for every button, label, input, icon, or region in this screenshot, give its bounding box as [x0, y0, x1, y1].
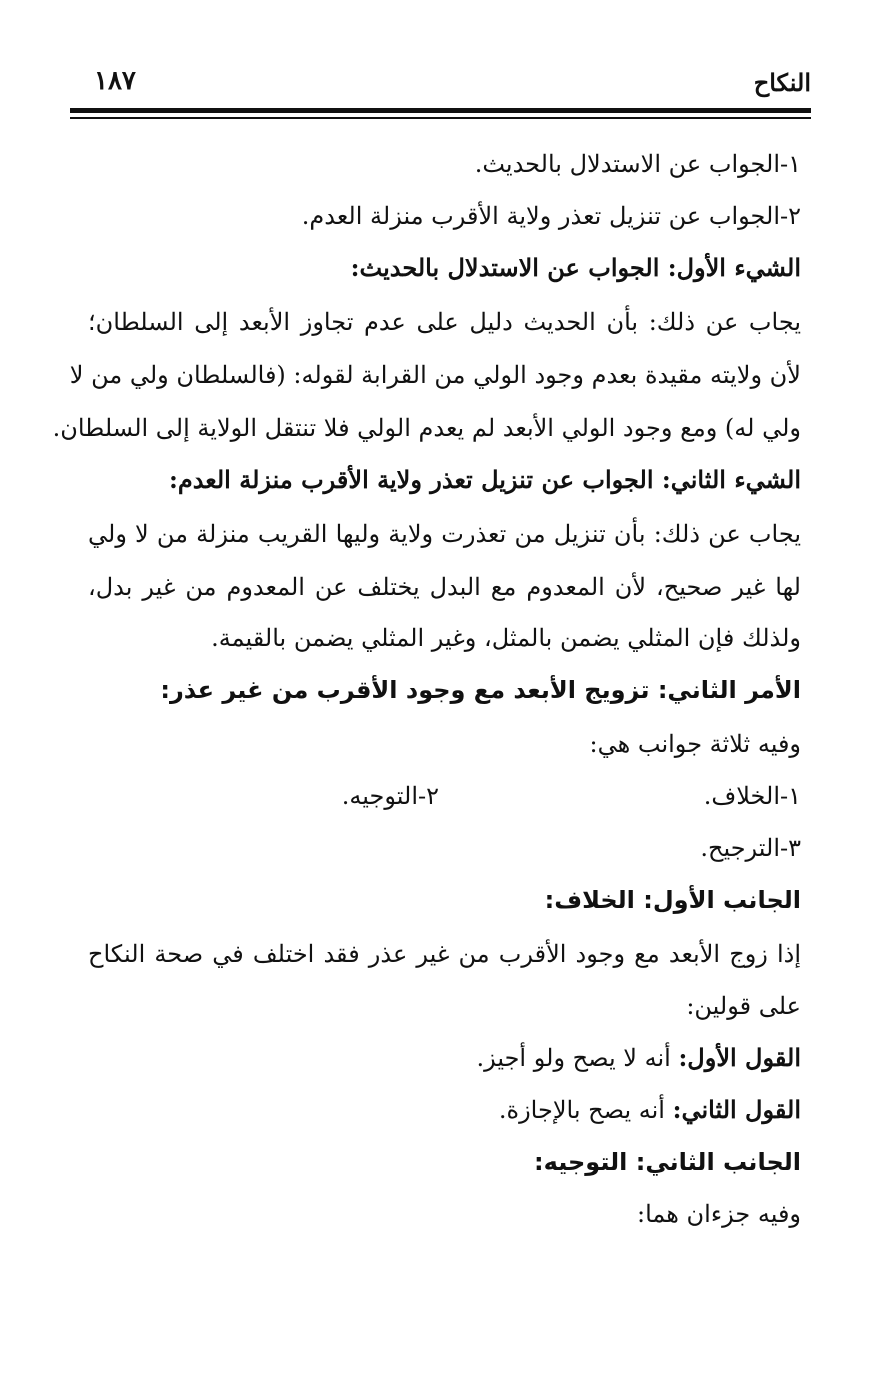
list-item: ١-الجواب عن الاستدلال بالحديث.	[474, 150, 801, 178]
section-heading: الجانب الأول: الخلاف:	[544, 886, 801, 914]
paragraph-line: وفيه ثلاثة جوانب هي:	[589, 730, 801, 758]
chapter-title: النكاح	[753, 68, 811, 97]
opinion-label: القول الثاني:	[672, 1095, 801, 1124]
page-number: ١٨٧	[94, 66, 136, 96]
opinion-label: القول الأول:	[678, 1043, 801, 1072]
section-heading: الشيء الثاني: الجواب عن تنزيل تعذر ولاية الأقرب منزلة العدم:	[168, 465, 801, 494]
list-item: ٢-التوجيه.	[341, 782, 439, 810]
paragraph-line: ولذلك فإن المثلي يضمن بالمثل، وغير المثلي يضمن بالقيمة.	[211, 624, 801, 652]
paragraph-line: على قولين:	[686, 992, 801, 1020]
section-heading: الأمر الثاني: تزويج الأبعد مع وجود الأقرب من غير عذر:	[160, 676, 801, 704]
opinion-line	[476, 1040, 801, 1076]
section-heading: الشيء الأول: الجواب عن الاستدلال بالحديث:	[350, 253, 801, 282]
running-header	[70, 62, 811, 102]
opinion-text: أنه يصح بالإجازة.	[498, 1096, 673, 1124]
paragraph-line: إذا زوج الأبعد مع وجود الأقرب من غير عذر فقد اختلف في صحة النكاح	[88, 940, 802, 968]
paragraph-line: يجاب عن ذلك: بأن الحديث دليل على عدم تجاوز الأبعد إلى السلطان؛	[88, 308, 801, 336]
opinion-text: أنه لا يصح ولو أجيز.	[476, 1044, 679, 1072]
paragraph-line: لأن ولايته مقيدة بعدم وجود الولي من القرابة لقوله: (فالسلطان ولي من لا	[69, 361, 801, 389]
header-rule-thin	[70, 117, 811, 119]
section-heading: الجانب الثاني: التوجيه:	[534, 1148, 801, 1176]
header-rule-thick	[70, 108, 811, 113]
paragraph-line: وفيه جزءان هما:	[636, 1200, 801, 1228]
list-item: ٣-الترجيح.	[700, 834, 801, 862]
paragraph-line: لها غير صحيح، لأن المعدوم مع البدل يختلف عن المعدوم من غير بدل،	[88, 573, 801, 601]
list-item: ١-الخلاف.	[703, 782, 801, 810]
paragraph-line: يجاب عن ذلك: بأن تنزيل من تعذرت ولاية وليها القريب منزلة من لا ولي	[88, 520, 801, 548]
list-item: ٢-الجواب عن تنزيل تعذر ولاية الأقرب منزلة العدم.	[301, 202, 801, 230]
paragraph-line: ولي له) ومع وجود الولي الأبعد لم يعدم الولي فلا تنتقل الولاية إلى السلطان.	[52, 414, 801, 442]
opinion-line	[499, 1092, 801, 1128]
